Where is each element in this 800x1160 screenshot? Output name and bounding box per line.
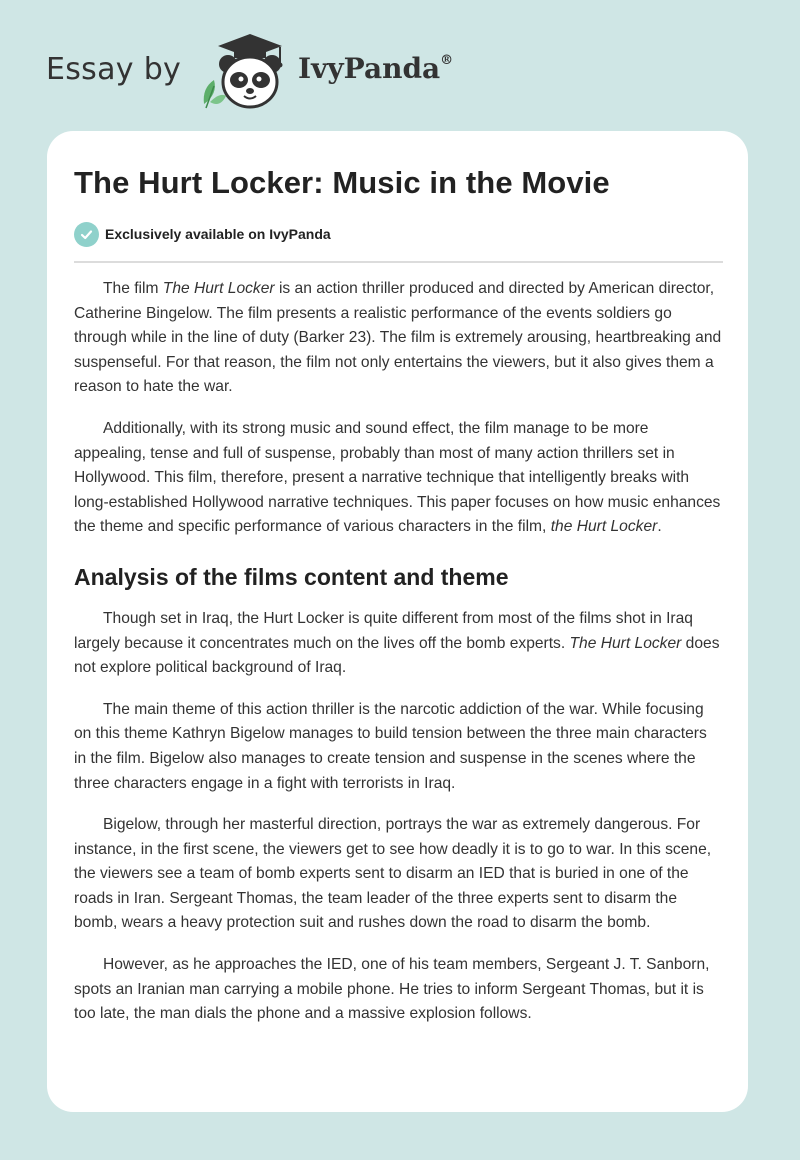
title-divider	[74, 261, 723, 263]
panda-logo-icon[interactable]	[200, 30, 296, 110]
paragraph-5: Bigelow, through her masterful direction, portrays the war as extremely dangerous. For instance, in the first scene, the viewers get to see how deadly it is to go to war. In this scene, the viewers see a team of bomb experts sent to disarm an IED that is buried in one of the roads in Iran. Sergeant Thomas, the team leader of the three experts sent to disarm the bomb, wears a heavy protection suit and rushes down the road to disarm the bomb.	[74, 816, 712, 932]
check-circle-icon	[74, 222, 99, 247]
paragraph-4: The main theme of this action thriller is the narcotic addiction of the war. While focusing on this theme Kathryn Bigelow manages to build tension between the three main characters in the film. Bigelow also manages to create tension and suspense in the scenes where the three characters engage in a fight with terrorists in Iraq.	[74, 700, 707, 792]
film-title-italic: the Hurt Locker	[550, 518, 658, 536]
exclusive-badge	[74, 221, 331, 247]
paragraph-6: However, as he approaches the IED, one of his team members, Sergeant J. T. Sanborn, spots an Iranian man carrying a mobile phone. He tries to inform Sergeant Thomas, but it is too late, the man dials the phone and a massive explosion follows.	[74, 956, 710, 1023]
brand-name: IvyPanda®	[298, 52, 454, 85]
essay-body	[74, 277, 723, 1044]
film-title-italic: The Hurt Locker	[569, 634, 682, 652]
film-title-italic: The Hurt Locker	[162, 280, 275, 297]
paragraph-3: Though set in Iraq, the Hurt Locker is quite different from most of the films shot in Iraq largely because it concentrates much on the lives off the bomb experts. The Hurt Locker does not explore political background of Iraq.	[74, 609, 720, 677]
brand-header	[46, 30, 506, 110]
registered-mark: ®	[440, 52, 454, 68]
paragraph-2: Additionally, with its strong music and sound effect, the film manage to be more appealing, tense and full of suspense, probably than most of many action thrillers set in Hollywood. This film, therefore, present a narrative technique that intelligently breaks with long-established Hollywood narrative techniques. This paper focuses on how music enhances the theme and specific performance of various characters in the film, the Hurt Locker.	[74, 419, 721, 536]
page-title: The Hurt Locker: Music in the Movie	[74, 165, 610, 200]
exclusive-label: Exclusively available on IvyPanda	[105, 226, 331, 242]
section-heading: Analysis of the films content and theme	[74, 563, 509, 590]
paragraph-1: The film The Hurt Locker is an action thriller produced and directed by American director, Catherine Bingelow. The film presents a realistic performance of the events soldiers go through while in the line of duty (Barker 23). The film is extremely arousing, heartbreaking and suspenseful. For that reason, the film not only entertains the viewers, but it also gives them a reason to hate the war.	[74, 280, 722, 396]
essay-card	[47, 131, 748, 1112]
essay-by-label: Essay by	[46, 52, 182, 87]
